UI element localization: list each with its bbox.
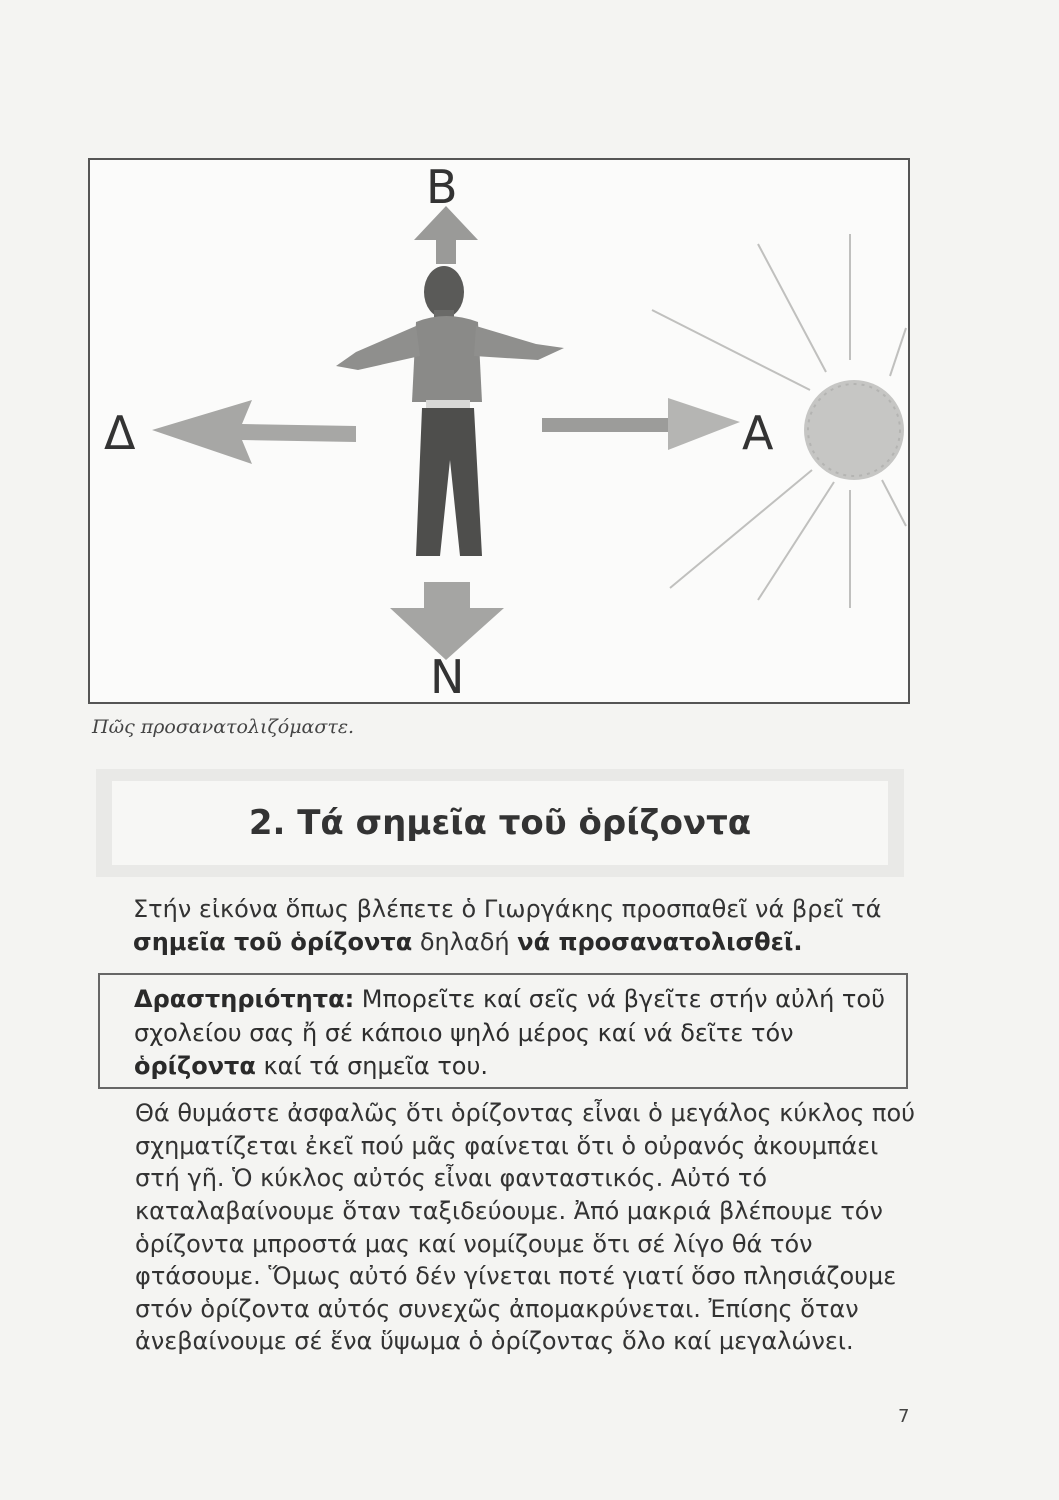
body-paragraph	[135, 1097, 920, 1358]
activity-box	[98, 973, 908, 1089]
west-label: Δ	[104, 406, 136, 460]
intro-text-2: δηλαδή	[412, 927, 518, 956]
north-label: Β	[426, 160, 458, 214]
intro-bold-1: σημεῖα τοῦ ὁρίζοντα	[133, 927, 413, 956]
boy-figure	[336, 266, 564, 556]
east-label: Α	[742, 406, 774, 460]
compass-drawing	[90, 160, 908, 702]
activity-text-2: καί τά σημεῖα του.	[255, 1052, 488, 1081]
compass-illustration	[88, 158, 910, 704]
intro-bold-2: νά προσανατολισθεῖ.	[517, 927, 803, 956]
section-title: 2. Τά σημεῖα τοῦ ὁρίζοντα	[248, 803, 752, 843]
page-number: 7	[898, 1406, 910, 1427]
figure-caption: Πῶς προσανατολιζόμαστε.	[92, 716, 355, 738]
north-arrow	[414, 206, 478, 264]
intro-text-1: Στήν εἰκόνα ὅπως βλέπετε ὁ Γιωργάκης προσπαθεῖ νά βρεῖ τά	[133, 895, 882, 923]
east-arrow-head	[668, 398, 740, 450]
activity-text-1: Μπορεῖτε καί σεῖς νά βγεῖτε στήν αὐλή τοῦ σχολείου σας ἤ σέ κάποιο ψηλό μέρος καί νά δεῖτε τόν	[134, 985, 885, 1047]
south-label: Ν	[430, 650, 465, 704]
activity-bold-1: ὁρίζοντα	[134, 1052, 256, 1081]
east-arrow-shaft	[542, 418, 672, 432]
activity-label: Δραστηριότητα:	[134, 985, 355, 1013]
south-arrow	[390, 582, 504, 660]
west-arrow	[152, 400, 356, 464]
body-paragraph-text: Θά θυμάστε ἀσφαλῶς ὅτι ὁρίζοντας εἶναι ὁ μεγάλος κύκλος πού σχηματίζεται ἐκεῖ πού μᾶς φαίνεται ὅτι ὁ οὐρανός ἀκουμπάει στή γῆ. Ὁ κύκλος αὐτός εἶναι φανταστικός. Αὐτό τό καταλαβαίνουμε ὅταν ταξιδεύουμε. Ἀπό μακριά βλέπουμε τόν ὁρίζοντα μπροστά μας καί νομίζουμε ὅτι σέ λίγο θά τόν φτάσουμε. Ὅμως αὐτό δέν γίνεται ποτέ γιατί ὅσο πλησιάζουμε στόν ὁρίζοντα αὐτός συνεχῶς ἀπομακρύνεται. Ἐπίσης ὅταν ἀνεβαίνουμε σέ ἕνα ὕψωμα ὁ ὁρίζοντας ὅλο καί μεγαλώνει.	[135, 1099, 916, 1356]
sun	[804, 380, 904, 480]
section-title-box	[96, 769, 904, 877]
intro-paragraph	[133, 893, 923, 958]
